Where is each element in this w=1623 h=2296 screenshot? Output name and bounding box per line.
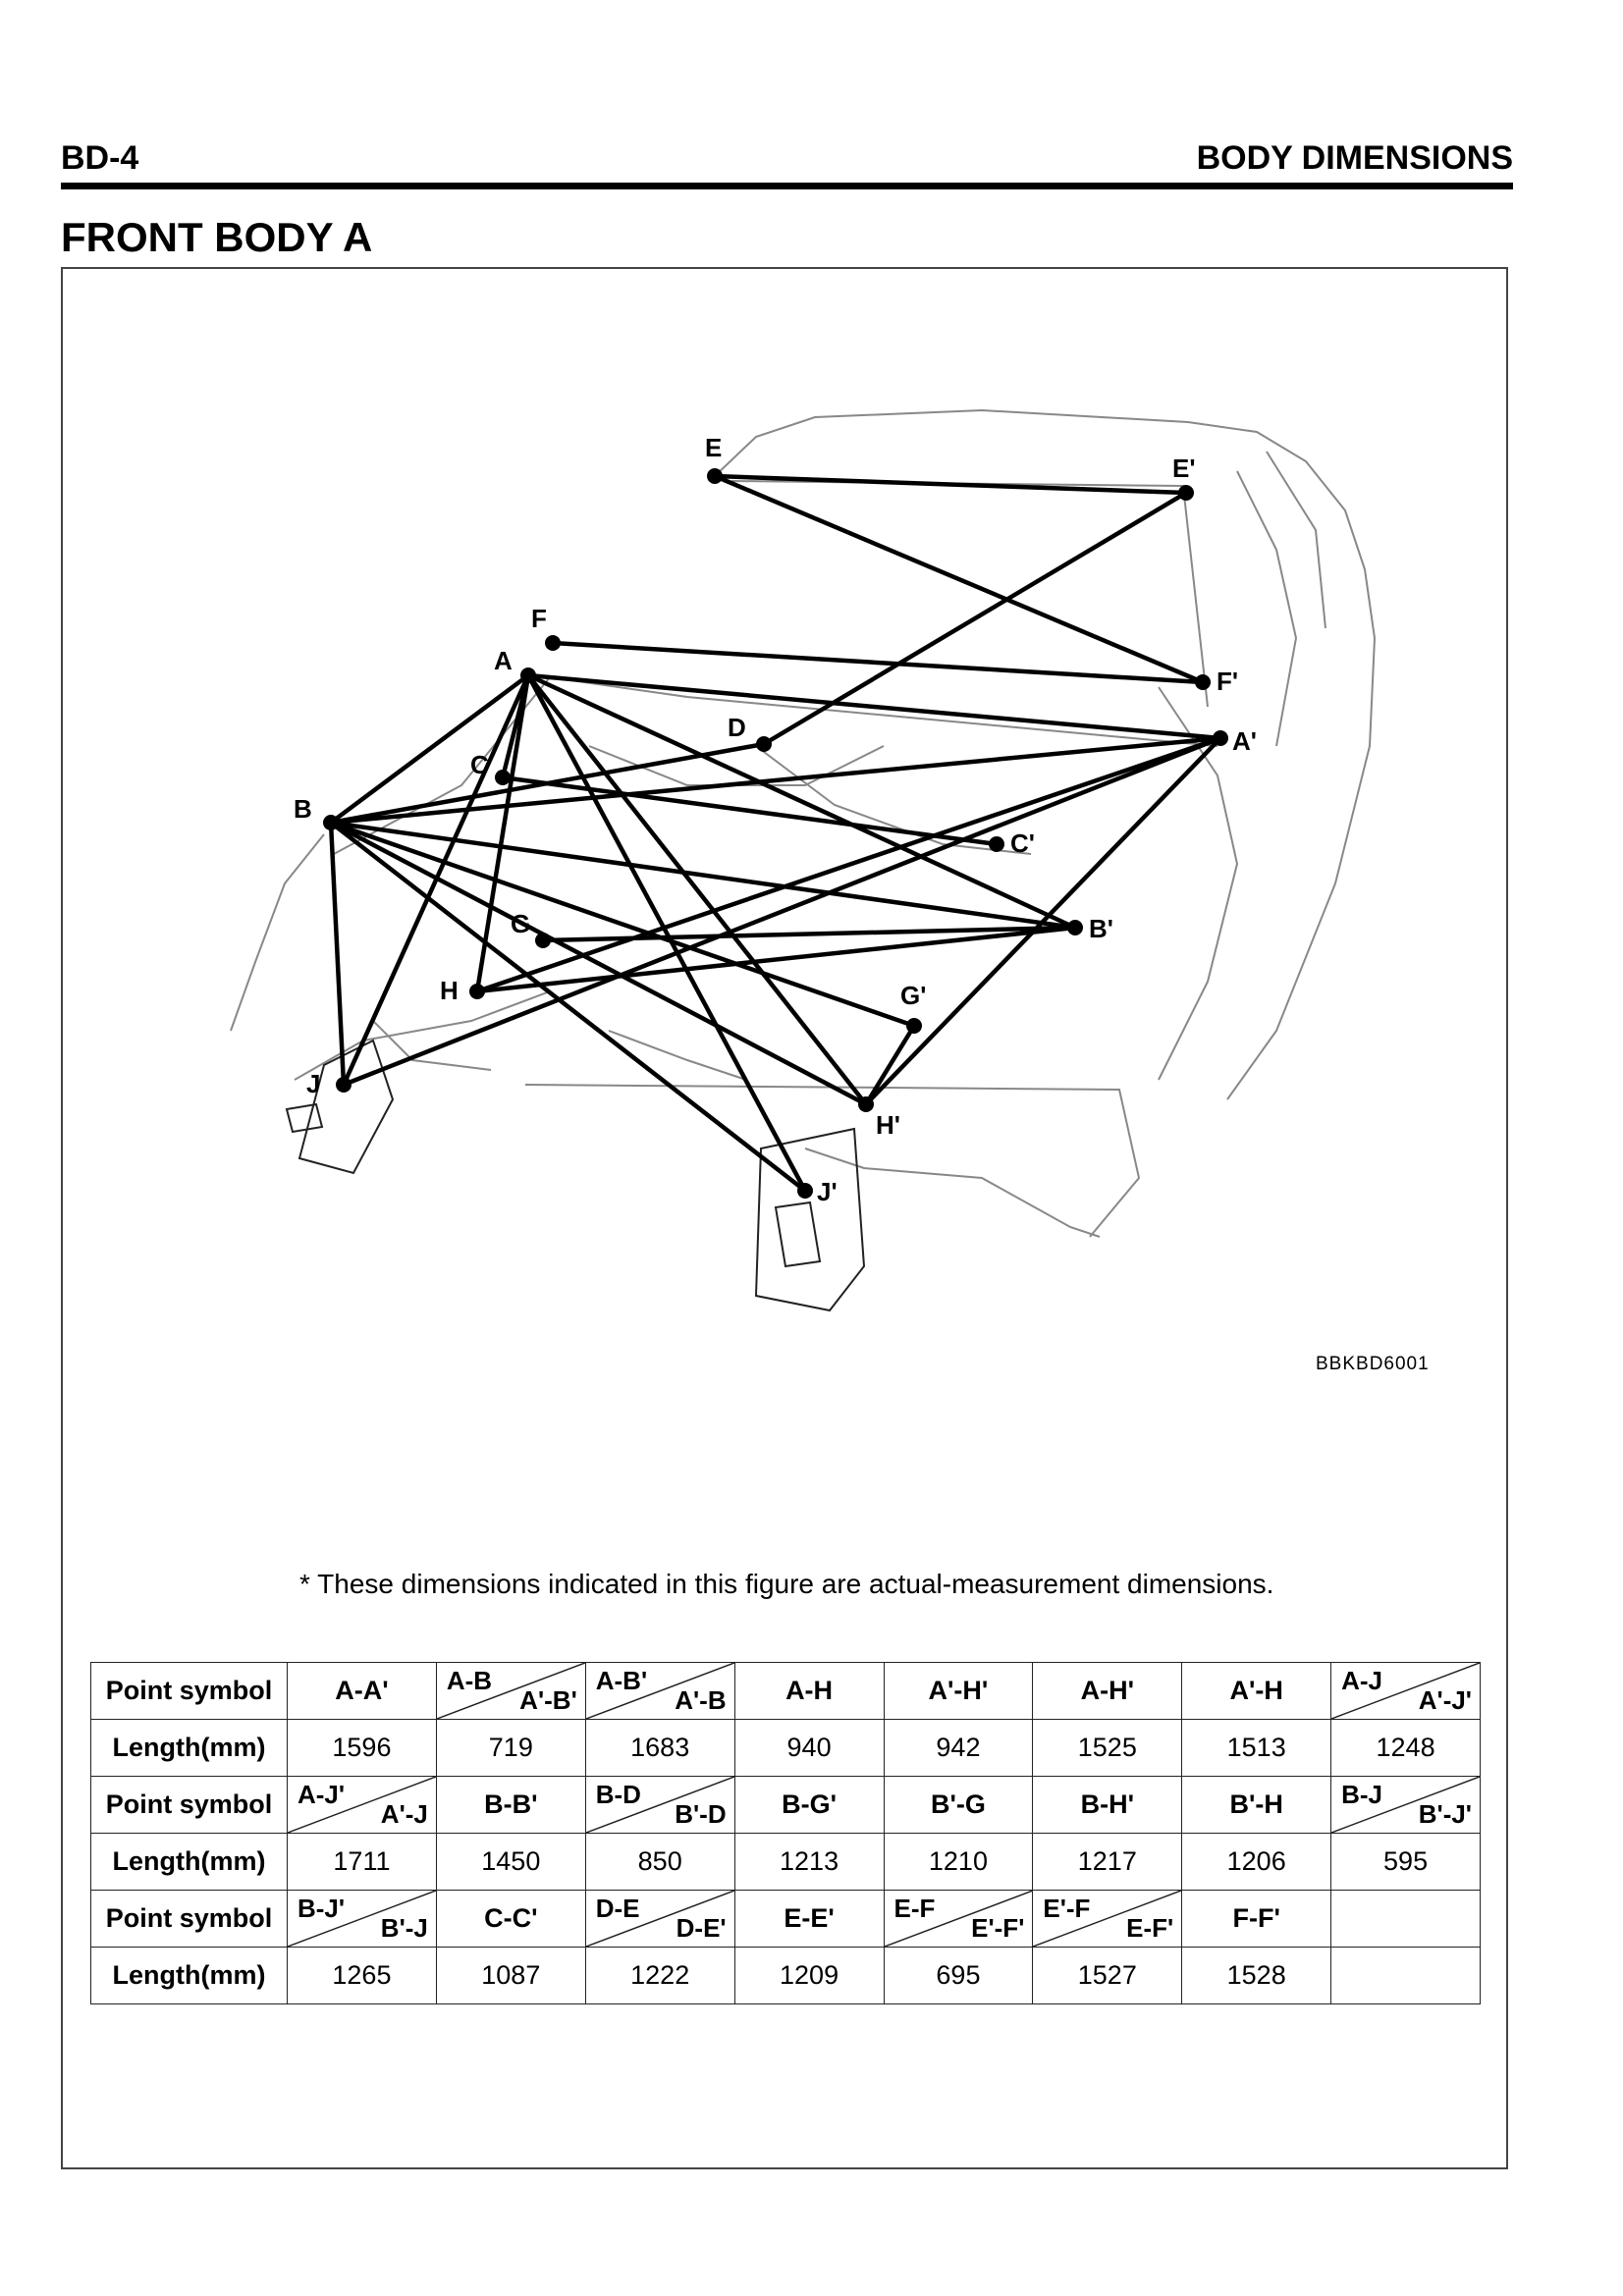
length-value: 1213 bbox=[734, 1834, 884, 1891]
measurement-point bbox=[858, 1096, 874, 1112]
point-symbol-cell: A'-H' bbox=[884, 1663, 1033, 1720]
point-symbol-cell: A-H bbox=[734, 1663, 884, 1720]
length-value: 942 bbox=[884, 1720, 1033, 1777]
measurement-point bbox=[545, 635, 561, 651]
symbol-top: A-B bbox=[446, 1666, 493, 1695]
length-value: 719 bbox=[436, 1720, 585, 1777]
point-symbol-cell bbox=[436, 1663, 585, 1720]
length-value: 1265 bbox=[288, 1948, 437, 2004]
length-value: 1087 bbox=[436, 1948, 585, 2004]
measurement-point bbox=[1195, 674, 1211, 690]
length-value: 1596 bbox=[288, 1720, 437, 1777]
point-symbol-cell bbox=[1331, 1891, 1481, 1948]
length-value: 1528 bbox=[1182, 1948, 1331, 2004]
point-label: F' bbox=[1217, 667, 1239, 696]
symbol-bottom: B'-D bbox=[675, 1799, 727, 1829]
symbol-top: B-D bbox=[595, 1780, 641, 1809]
length-value: 1210 bbox=[884, 1834, 1033, 1891]
point-label: C bbox=[470, 750, 489, 779]
point-symbol-cell bbox=[585, 1777, 734, 1834]
figure-code: BBKBD6001 bbox=[1316, 1354, 1430, 1374]
point-label: G' bbox=[900, 981, 927, 1010]
measurement-point bbox=[1067, 920, 1083, 935]
point-label: J bbox=[306, 1069, 321, 1098]
point-label: H bbox=[440, 976, 459, 1005]
point-symbol-cell bbox=[1331, 1777, 1481, 1834]
point-symbol-cell: B-H' bbox=[1033, 1777, 1182, 1834]
dimension-line bbox=[331, 823, 344, 1085]
length-label: Length(mm) bbox=[91, 1834, 288, 1891]
dimension-line bbox=[331, 675, 528, 823]
measurement-point bbox=[906, 1018, 922, 1034]
length-row bbox=[91, 1720, 1481, 1777]
measurement-point bbox=[989, 836, 1004, 852]
point-label: B bbox=[294, 794, 312, 824]
length-value: 1513 bbox=[1182, 1720, 1331, 1777]
length-value: 850 bbox=[585, 1834, 734, 1891]
length-value: 1217 bbox=[1033, 1834, 1182, 1891]
point-label: E bbox=[705, 433, 723, 462]
symbol-top: A-J bbox=[1341, 1666, 1383, 1695]
point-symbol-cell: E-E' bbox=[734, 1891, 884, 1948]
length-value: 1450 bbox=[436, 1834, 585, 1891]
symbol-bottom: A'-B' bbox=[519, 1685, 577, 1715]
measurement-point bbox=[323, 815, 339, 830]
measurement-point bbox=[535, 933, 551, 948]
point-symbol-cell: B'-H bbox=[1182, 1777, 1331, 1834]
length-value: 1525 bbox=[1033, 1720, 1182, 1777]
point-symbol-cell bbox=[1033, 1891, 1182, 1948]
point-symbol-cell: B'-G bbox=[884, 1777, 1033, 1834]
page-code: BD-4 bbox=[61, 139, 139, 177]
point-label: F bbox=[531, 604, 547, 633]
point-symbol-cell: A-A' bbox=[288, 1663, 437, 1720]
measurement-point bbox=[756, 736, 772, 752]
symbol-bottom: A'-J bbox=[380, 1799, 428, 1829]
point-symbol-cell bbox=[1331, 1663, 1481, 1720]
point-label: D bbox=[728, 713, 746, 742]
point-label: J' bbox=[817, 1177, 838, 1206]
length-value: 940 bbox=[734, 1720, 884, 1777]
length-value: 1683 bbox=[585, 1720, 734, 1777]
j-bracket bbox=[287, 1041, 393, 1173]
length-row bbox=[91, 1948, 1481, 2004]
section-header: BODY DIMENSIONS bbox=[1196, 139, 1513, 177]
symbol-top: B-J bbox=[1341, 1780, 1383, 1809]
length-label: Length(mm) bbox=[91, 1720, 288, 1777]
symbol-row bbox=[91, 1891, 1481, 1948]
symbol-top: B-J' bbox=[298, 1894, 346, 1923]
measurement-note: * These dimensions indicated in this figure are actual-measurement dimensions. bbox=[299, 1569, 1274, 1599]
dimension-line bbox=[715, 476, 1203, 682]
measurement-point bbox=[469, 984, 485, 999]
measurement-point bbox=[495, 770, 511, 785]
measurement-point bbox=[336, 1077, 352, 1093]
dimension-line bbox=[764, 493, 1186, 744]
symbol-bottom: B'-J' bbox=[1418, 1799, 1472, 1829]
length-value: 1209 bbox=[734, 1948, 884, 2004]
symbol-bottom: A'-J' bbox=[1418, 1685, 1472, 1715]
point-symbol-cell: B-B' bbox=[436, 1777, 585, 1834]
symbol-bottom: B'-J bbox=[380, 1913, 428, 1943]
length-value: 1527 bbox=[1033, 1948, 1182, 2004]
symbol-bottom: D-E' bbox=[676, 1913, 727, 1943]
symbol-top: E-F bbox=[893, 1894, 936, 1923]
dimension-line bbox=[503, 777, 997, 844]
measurement-point bbox=[797, 1183, 813, 1199]
length-value: 595 bbox=[1331, 1834, 1481, 1891]
measurement-point bbox=[520, 667, 536, 683]
length-label: Length(mm) bbox=[91, 1948, 288, 2004]
length-value bbox=[1331, 1948, 1481, 2004]
dimension-table bbox=[90, 1662, 1481, 2004]
length-row bbox=[91, 1834, 1481, 1891]
symbol-top: A-J' bbox=[298, 1780, 346, 1809]
dimension-line bbox=[528, 675, 1220, 738]
length-value: 1248 bbox=[1331, 1720, 1481, 1777]
measurement-point bbox=[1213, 730, 1228, 746]
point-symbol-cell: C-C' bbox=[436, 1891, 585, 1948]
point-symbol-label: Point symbol bbox=[91, 1777, 288, 1834]
length-value: 695 bbox=[884, 1948, 1033, 2004]
point-symbol-cell bbox=[585, 1663, 734, 1720]
point-symbol-cell bbox=[585, 1891, 734, 1948]
point-symbol-label: Point symbol bbox=[91, 1891, 288, 1948]
car-body-outline bbox=[231, 410, 1375, 1237]
length-value: 1222 bbox=[585, 1948, 734, 2004]
symbol-top: E'-F bbox=[1043, 1894, 1091, 1923]
point-symbol-cell: F-F' bbox=[1182, 1891, 1331, 1948]
point-label: H' bbox=[876, 1110, 900, 1140]
symbol-top: D-E bbox=[595, 1894, 640, 1923]
point-symbol-cell bbox=[288, 1777, 437, 1834]
length-value: 1711 bbox=[288, 1834, 437, 1891]
symbol-bottom: E-F' bbox=[1126, 1913, 1174, 1943]
symbol-bottom: A'-B bbox=[675, 1685, 727, 1715]
point-symbol-cell: A'-H bbox=[1182, 1663, 1331, 1720]
point-label: B' bbox=[1089, 914, 1113, 943]
length-value: 1206 bbox=[1182, 1834, 1331, 1891]
point-label: G bbox=[511, 909, 531, 938]
point-label: C' bbox=[1010, 828, 1035, 858]
point-symbol-cell: B-G' bbox=[734, 1777, 884, 1834]
point-symbol-cell bbox=[288, 1891, 437, 1948]
symbol-top: A-B' bbox=[595, 1666, 648, 1695]
point-symbol-label: Point symbol bbox=[91, 1663, 288, 1720]
point-symbol-cell: A-H' bbox=[1033, 1663, 1182, 1720]
symbol-row bbox=[91, 1777, 1481, 1834]
symbol-row bbox=[91, 1663, 1481, 1720]
measurement-point bbox=[707, 468, 723, 484]
point-label: A bbox=[494, 646, 513, 675]
dimension-line bbox=[331, 823, 866, 1104]
point-label: A' bbox=[1232, 726, 1257, 756]
point-label: E' bbox=[1172, 454, 1196, 483]
symbol-bottom: E'-F' bbox=[971, 1913, 1025, 1943]
j-prime-bracket bbox=[756, 1129, 864, 1310]
measurement-point bbox=[1178, 485, 1194, 501]
page-title: FRONT BODY A bbox=[61, 214, 373, 260]
point-symbol-cell bbox=[884, 1891, 1033, 1948]
